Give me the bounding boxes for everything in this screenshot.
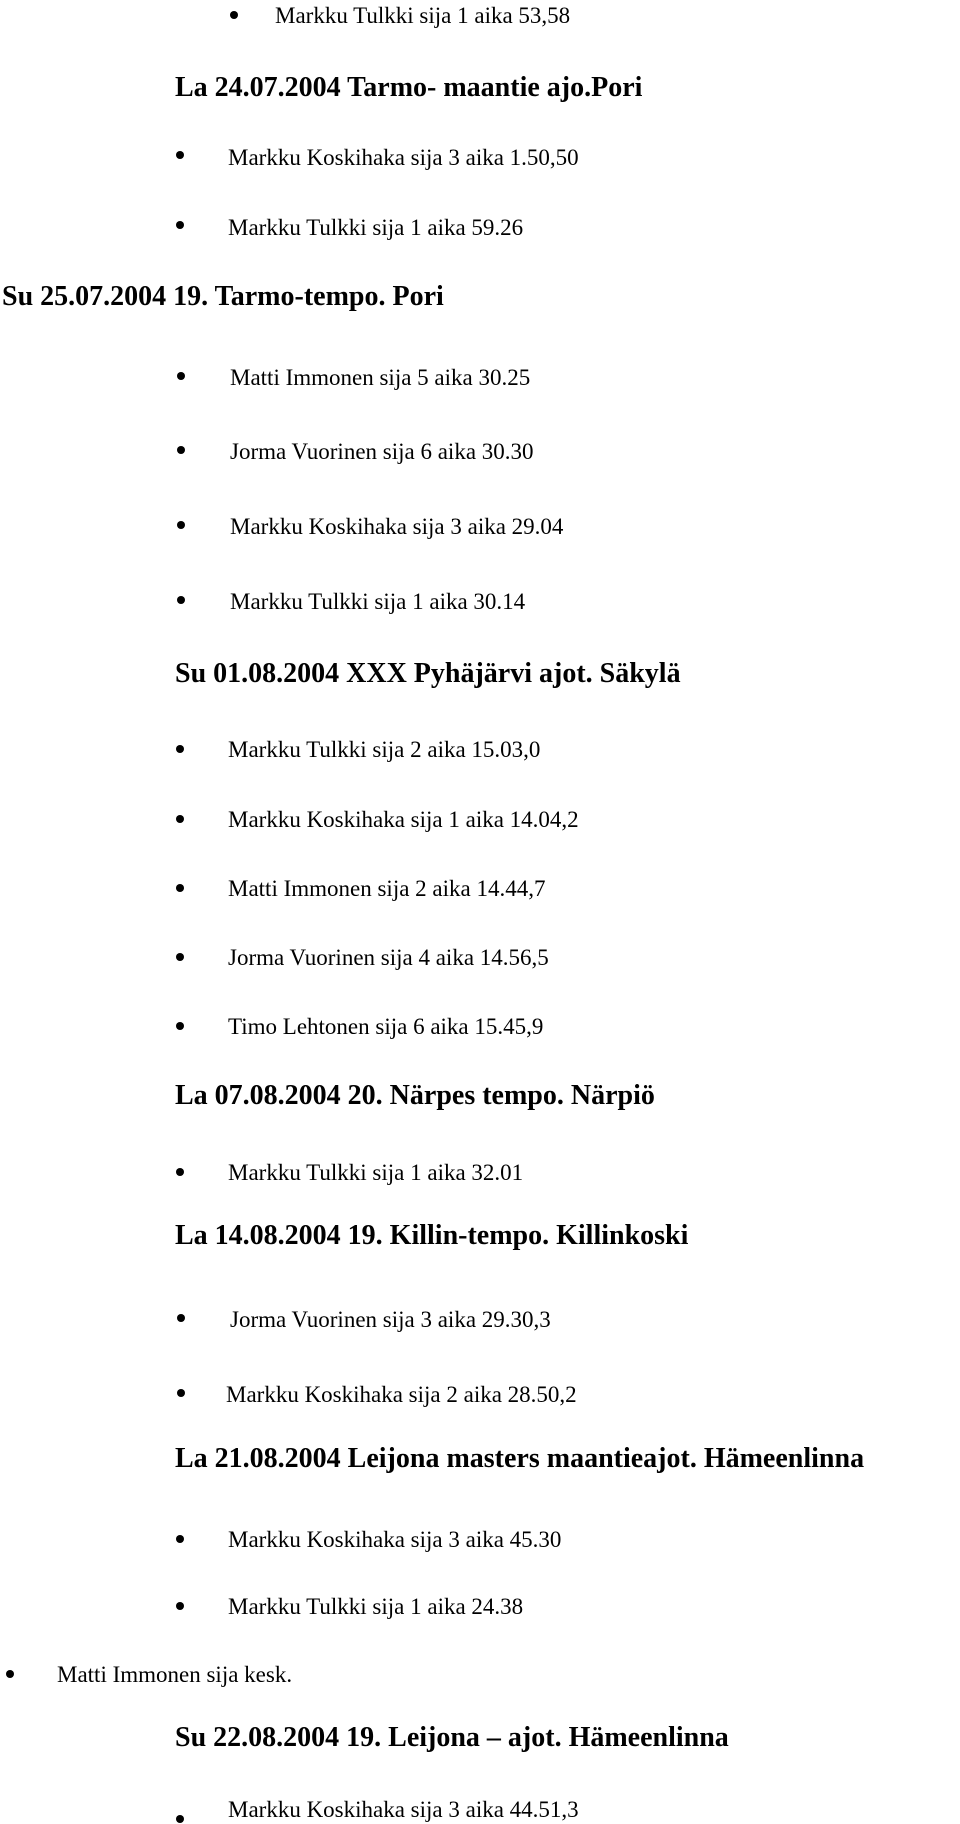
result-item: Jorma Vuorinen sija 3 aika 29.30,3	[230, 1307, 551, 1332]
result-item: Matti Immonen sija 2 aika 14.44,7	[228, 876, 546, 901]
result-item: Markku Tulkki sija 1 aika 30.14	[230, 589, 526, 614]
bullet-icon	[177, 446, 185, 454]
bullet-icon	[176, 1602, 184, 1610]
result-item: Markku Koskihaka sija 3 aika 1.50,50	[228, 145, 579, 170]
result-item: Markku Tulkki sija 1 aika 24.38	[228, 1594, 524, 1619]
event-heading: Su 22.08.2004 19. Leijona – ajot. Hämeenlinna	[175, 1722, 729, 1753]
event-heading: Su 25.07.2004 19. Tarmo-tempo. Pori	[2, 281, 444, 312]
bullet-icon	[176, 1815, 184, 1823]
event-heading: Su 01.08.2004 XXX Pyhäjärvi ajot. Säkylä	[175, 658, 681, 689]
bullet-icon	[6, 1670, 14, 1678]
bullet-icon	[176, 1535, 184, 1543]
result-item: Markku Koskihaka sija 3 aika 45.30	[228, 1527, 562, 1552]
bullet-icon	[177, 596, 185, 604]
bullet-icon	[176, 151, 184, 159]
result-item: Matti Immonen sija kesk.	[57, 1662, 293, 1687]
bullet-icon	[176, 745, 184, 753]
result-item: Markku Tulkki sija 1 aika 59.26	[228, 215, 524, 240]
bullet-icon	[176, 953, 184, 961]
bullet-icon	[230, 11, 238, 19]
event-heading: La 24.07.2004 Tarmo- maantie ajo.Pori	[175, 72, 643, 103]
event-heading: La 07.08.2004 20. Närpes tempo. Närpiö	[175, 1080, 655, 1111]
result-item: Jorma Vuorinen sija 6 aika 30.30	[230, 439, 534, 464]
result-item: Timo Lehtonen sija 6 aika 15.45,9	[228, 1014, 544, 1039]
event-heading: La 21.08.2004 Leijona masters maantieajot. Hämeenlinna	[175, 1443, 865, 1474]
event-heading: La 14.08.2004 19. Killin-tempo. Killinkoski	[175, 1220, 689, 1251]
result-item: Markku Koskihaka sija 2 aika 28.50,2	[226, 1382, 577, 1407]
bullet-icon	[176, 815, 184, 823]
result-item: Markku Koskihaka sija 3 aika 29.04	[230, 514, 564, 539]
result-item: Matti Immonen sija 5 aika 30.25	[230, 365, 531, 390]
result-item: Markku Koskihaka sija 1 aika 14.04,2	[228, 807, 579, 832]
result-item: Markku Tulkki sija 1 aika 32.01	[228, 1160, 524, 1185]
bullet-icon	[176, 1168, 184, 1176]
bullet-icon	[177, 1314, 185, 1322]
bullet-icon	[176, 221, 184, 229]
bullet-icon	[176, 1022, 184, 1030]
result-item: Markku Tulkki sija 1 aika 53,58	[275, 3, 571, 28]
bullet-icon	[176, 884, 184, 892]
result-item: Markku Tulkki sija 2 aika 15.03,0	[228, 737, 541, 762]
result-item: Jorma Vuorinen sija 4 aika 14.56,5	[228, 945, 549, 970]
bullet-icon	[177, 1389, 185, 1397]
result-item: Markku Koskihaka sija 3 aika 44.51,3	[228, 1797, 579, 1822]
bullet-icon	[177, 521, 185, 529]
bullet-icon	[177, 372, 185, 380]
